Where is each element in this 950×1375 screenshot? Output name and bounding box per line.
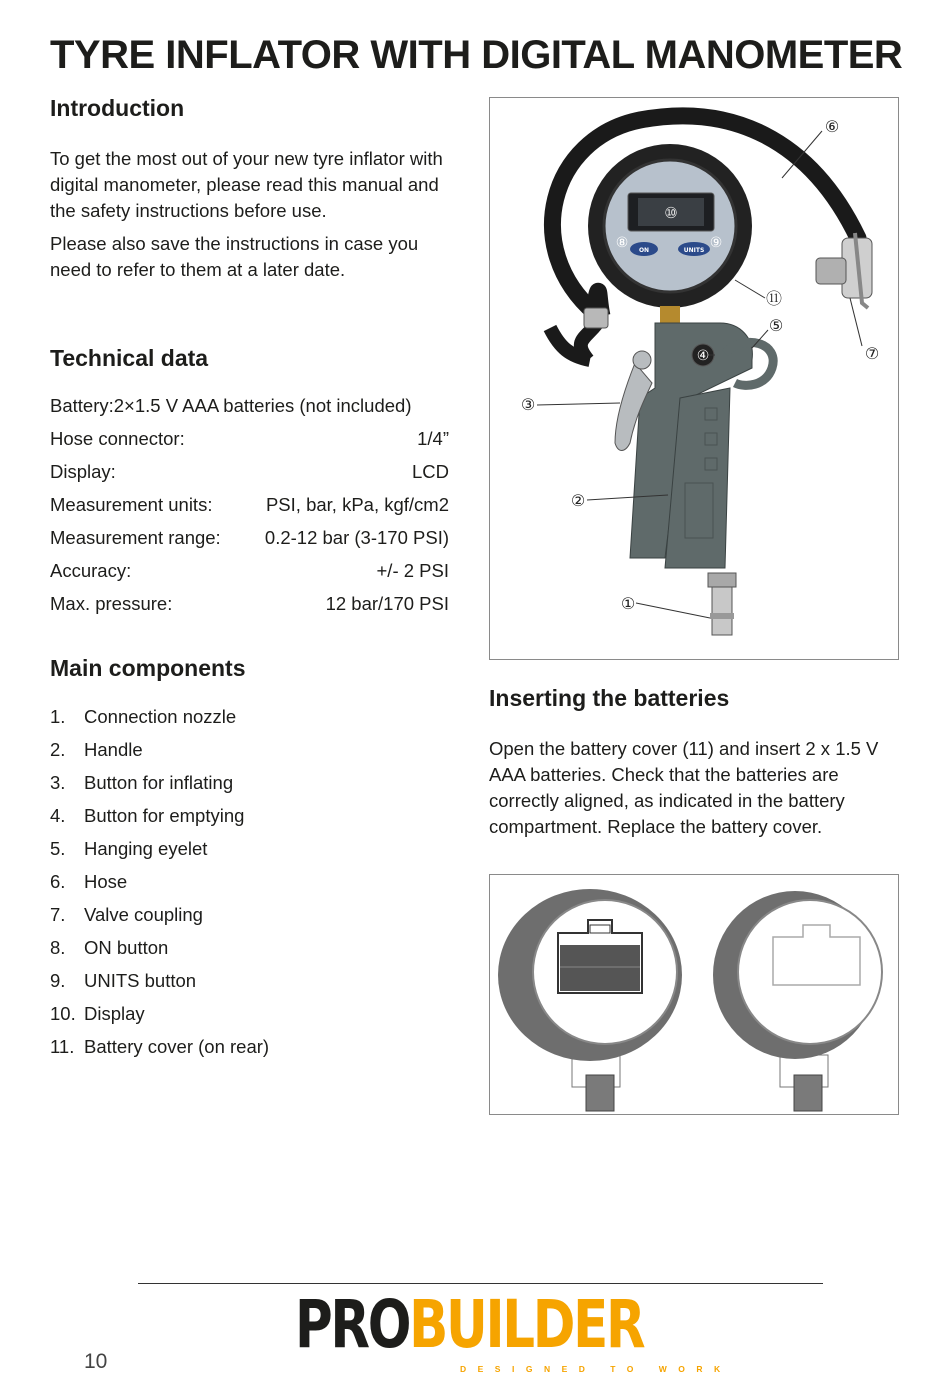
item-number: 6. [50,871,66,892]
gauge-fitting-left [586,1075,614,1111]
battery-compartment-diagram [489,874,899,1115]
hose-ferrule [584,308,608,328]
callout-1: ① [620,594,636,613]
footer-divider [138,1283,823,1284]
tech-row [50,392,449,425]
item-number: 3. [50,772,66,793]
gauge-empty [713,891,882,1111]
callout-line [735,280,765,298]
technical-data-heading: Technical data [50,345,209,371]
item-number: 11. [50,1036,75,1057]
item-number: 8. [50,937,66,958]
components-list [50,703,430,1066]
tech-value: 0.2-12 bar (3-170 PSI) [264,527,449,548]
nozzle-collar [708,573,736,587]
nozzle-ring [710,613,734,619]
trigger-pivot [633,351,651,369]
tech-label: Battery:2×1.5 V AAA batteries (not included) [50,395,412,416]
item-label: Valve coupling [84,904,203,925]
coupling-nut [816,258,846,284]
item-label: UNITS button [84,970,197,991]
gauge-fitting-right [794,1075,822,1111]
tech-row [50,524,449,557]
tech-row [50,590,449,623]
tech-value: LCD [411,461,449,482]
batteries-text: Open the battery cover (11) and insert 2 x 1.5 V AAA batteries. Check that the batteries are correctly aligned, as indicated in the battery compartment. Replace the battery cover. [489,738,879,837]
item-number: 2. [50,739,66,760]
logo-builder: BUILDER [409,1286,644,1363]
tech-value: PSI, bar, kPa, kgf/cm2 [265,494,449,515]
inflator-illustration [490,98,898,659]
inflator-diagram [489,97,899,660]
batteries-shape [560,945,640,991]
list-item [50,967,430,1000]
page-number: 10 [84,1350,108,1373]
on-button-label: ON [638,247,650,254]
gauge [588,144,752,326]
callout-10: ⑩ [664,204,678,222]
page-title: TYRE INFLATOR WITH DIGITAL MANOMETER [50,33,903,77]
logo-tagline: DESIGNED TO WORK [460,1364,732,1374]
item-number: 7. [50,904,66,925]
item-number: 4. [50,805,66,826]
battery-terminal [590,925,610,933]
tech-label: Max. pressure: [50,593,173,614]
item-label: Button for emptying [84,805,245,826]
tech-value: 12 bar/170 PSI [325,593,449,614]
callout-7: ⑦ [864,344,880,363]
list-item [50,934,430,967]
connection-nozzle-shape [712,587,732,635]
list-item [50,736,430,769]
item-number: 5. [50,838,66,859]
technical-data-table [50,392,449,623]
list-item [50,769,430,802]
callout-line [636,603,710,618]
gauge-with-batteries [498,889,682,1111]
units-button-label: UNITS [683,247,705,254]
tech-label: Hose connector: [50,428,185,449]
callout-9: ⑨ [709,235,723,251]
list-item [50,835,430,868]
list-item [50,868,430,901]
tech-row [50,557,449,590]
batteries-heading: Inserting the batteries [489,685,730,711]
gun-body [615,323,773,635]
item-number: 10. [50,1003,76,1024]
item-label: ON button [84,937,169,958]
logo-pro: PRO [295,1286,410,1363]
tech-label: Accuracy: [50,560,132,581]
callout-line [850,298,862,346]
item-number: 9. [50,970,66,991]
introduction-text [50,146,460,290]
tech-row [50,458,449,491]
callout-5: ⑤ [768,316,784,335]
callout-8: ⑧ [615,235,629,251]
item-label: Handle [84,739,143,760]
tech-row [50,491,449,524]
tech-row [50,425,449,458]
callout-6: ⑥ [824,117,840,136]
item-label: Battery cover (on rear) [84,1036,270,1057]
item-number: 1. [50,706,66,727]
introduction-heading: Introduction [50,95,185,121]
battery-illustration [490,875,898,1114]
item-label: Display [84,1003,145,1024]
list-item [50,901,430,934]
callout-3: ③ [520,395,536,414]
callout-line [537,403,620,405]
list-item [50,1000,430,1033]
item-label: Hose [84,871,128,892]
tech-label: Measurement range: [50,527,221,548]
list-item [50,703,430,736]
list-item [50,802,430,835]
item-label: Hanging eyelet [84,838,208,859]
item-label: Button for inflating [84,772,234,793]
callout-11: ⑪ [765,289,783,308]
valve-coupling [816,233,872,308]
callout-4: ④ [696,348,710,364]
probuilder-logo [295,1286,644,1363]
tech-label: Measurement units: [50,494,213,515]
tech-value: 1/4” [417,428,449,449]
main-components-heading: Main components [50,655,246,681]
tech-value: +/- 2 PSI [376,560,449,581]
item-label: Connection nozzle [84,706,237,727]
intro-paragraph: Please also save the instructions in case you need to refer to them at a later date. [50,233,419,280]
intro-paragraph: To get the most out of your new tyre inflator with digital manometer, please read this manual and the safety instructions before use. [50,148,443,221]
list-item [50,1033,430,1066]
tech-label: Display: [50,461,116,482]
callout-2: ② [570,491,586,510]
